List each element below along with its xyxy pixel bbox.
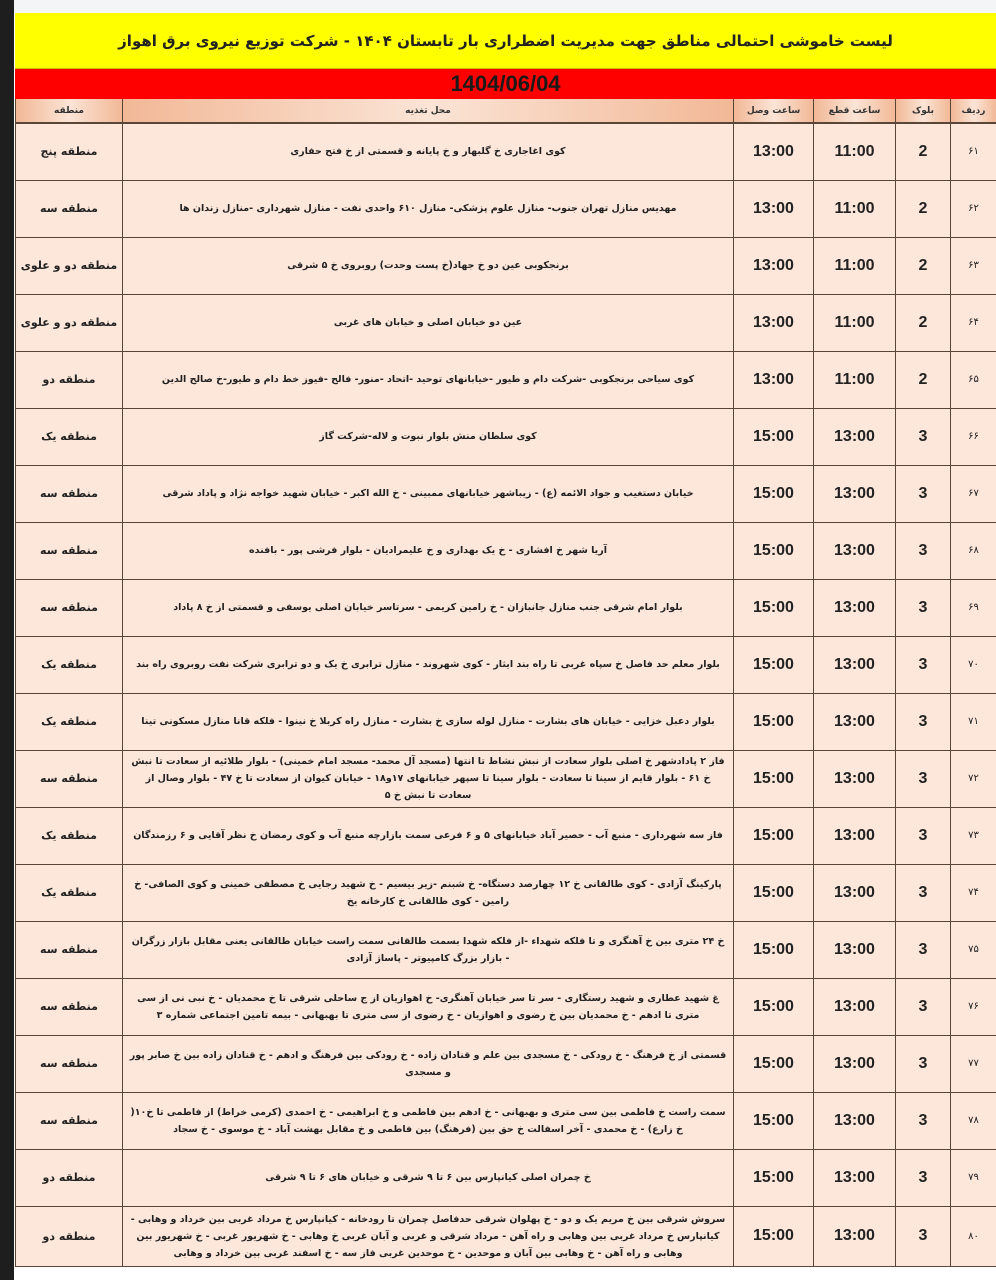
cut-time-cell: 13:00 [814,693,896,750]
block-cell: 2 [896,351,951,408]
block-cell: 3 [896,408,951,465]
table-row [16,522,996,579]
table-row [16,180,996,237]
row-number-cell: ۷۶ [951,978,996,1035]
block-cell: 3 [896,465,951,522]
block-cell: 2 [896,180,951,237]
cut-time-cell: 13:00 [814,465,896,522]
table-header-row [16,99,996,123]
reconnect-time-cell: 15:00 [734,807,814,864]
region-cell: منطقه دو [16,351,123,408]
reconnect-time-cell: 15:00 [734,693,814,750]
cut-time-cell: 13:00 [814,921,896,978]
row-number-cell: ۸۰ [951,1206,996,1266]
region-cell: منطقه سه [16,180,123,237]
block-cell: 3 [896,1092,951,1149]
location-cell: کوی سیاحی برنجکوبی -شرکت دام و طیور -خیابانهای توحید -اتحاد -منور- فالح -فیوز خط دام و طیور-خ صالح الدین [123,351,734,408]
block-cell: 3 [896,1206,951,1266]
cut-time-cell: 13:00 [814,807,896,864]
table-row [16,807,996,864]
region-cell: منطقه دو [16,1206,123,1266]
table-row [16,1092,996,1149]
reconnect-time-cell: 15:00 [734,465,814,522]
location-cell: پارکینگ آزادی - کوی طالقانی خ ۱۲ چهارصد دستگاه- خ شبنم -زیر بیسیم - خ شهید رجایی خ مصطفی خمینی و کوی الصافی- خ رامین - کوی طالقانی خ کارخانه یخ [123,864,734,921]
window-edge [0,0,14,1280]
region-cell: منطقه دو و علوی [16,294,123,351]
reconnect-time-cell: 15:00 [734,408,814,465]
row-number-cell: ۷۷ [951,1035,996,1092]
reconnect-time-cell: 15:00 [734,636,814,693]
region-cell: منطقه یک [16,864,123,921]
location-cell: برنجکوبی عین دو خ جهاد(خ پست وحدت) روبروی خ ۵ شرقی [123,237,734,294]
region-cell: منطقه پنج [16,123,123,180]
table-row [16,465,996,522]
location-cell: سروش شرقی بین خ مریم یک و دو - خ پهلوان شرقی حدفاصل چمران تا رودخانه - کیانپارس خ مرداد غربی بین خرداد و وهابی - کیانپارس خ مرداد غربی بین وهابی و راه آهن - مرداد شرقی و غربی و آبان غربی خ وهابی - خ شهریور غربی - خ شهریور بین وهابی و راه آهن - خ وهابی بین آبان و موحدین - خ موحدین غربی فاز سه - خ اسفند غربی بین خرداد و وهابی [123,1206,734,1266]
location-cell: مهدیس منازل تهران جنوب- منازل علوم پزشکی- منازل ۶۱۰ واحدی نفت - منازل شهرداری -منازل زندان ها [123,180,734,237]
reconnect-time-cell: 15:00 [734,1149,814,1206]
location-cell: کوی اغاجاری خ گلبهار و خ پایانه و قسمتی از خ فتح حفاری [123,123,734,180]
block-cell: 3 [896,807,951,864]
cut-time-cell: 11:00 [814,351,896,408]
reconnect-time-cell: 15:00 [734,750,814,807]
row-number-cell: ۶۳ [951,237,996,294]
block-cell: 2 [896,294,951,351]
block-cell: 3 [896,1149,951,1206]
row-number-cell: ۷۱ [951,693,996,750]
block-cell: 3 [896,978,951,1035]
region-cell: منطقه سه [16,921,123,978]
row-number-cell: ۷۹ [951,1149,996,1206]
table-row [16,579,996,636]
location-cell: کوی سلطان منش بلوار نبوت و لاله-شرکت گاز [123,408,734,465]
table-row [16,636,996,693]
block-cell: 3 [896,750,951,807]
block-cell: 3 [896,693,951,750]
table-row [16,351,996,408]
row-number-cell: ۷۰ [951,636,996,693]
region-cell: منطقه دو [16,1149,123,1206]
region-cell: منطقه سه [16,750,123,807]
region-cell: منطقه یک [16,693,123,750]
table-row [16,1149,996,1206]
row-number-cell: ۶۸ [951,522,996,579]
table-row [16,1035,996,1092]
cut-time-cell: 13:00 [814,750,896,807]
block-cell: 3 [896,636,951,693]
region-cell: منطقه سه [16,978,123,1035]
outage-schedule-sheet [15,13,996,1267]
block-cell: 3 [896,864,951,921]
reconnect-time-cell: 13:00 [734,237,814,294]
cut-time-cell: 11:00 [814,294,896,351]
table-row [16,408,996,465]
region-cell: منطقه سه [16,579,123,636]
location-cell: فاز سه شهرداری - منبع آب - حصیر آباد خیابانهای ۵ و ۶ فرعی سمت بازارچه منبع آب و کوی رمضان خ نظر آقایی و ۶ رزمندگان [123,807,734,864]
cut-time-cell: 13:00 [814,579,896,636]
block-cell: 3 [896,522,951,579]
region-cell: منطقه سه [16,1092,123,1149]
location-cell: بلوار معلم حد فاصل خ سپاه غربی تا راه بند ایثار - کوی شهروند - منازل ترابری خ یک و دو ترابری شرکت نفت روبروی راه بند [123,636,734,693]
header-reconnect-time: ساعت وصل [734,99,814,123]
table-row [16,1206,996,1266]
row-number-cell: ۷۵ [951,921,996,978]
cut-time-cell: 13:00 [814,1149,896,1206]
cut-time-cell: 13:00 [814,522,896,579]
region-cell: منطقه یک [16,408,123,465]
location-cell: خ چمران اصلی کیانپارس بین ۶ تا ۹ شرقی و خیابان های ۶ تا ۹ شرقی [123,1149,734,1206]
cut-time-cell: 13:00 [814,1035,896,1092]
header-row-number: ردیف [951,99,996,123]
location-cell: غ شهید عطاری و شهید رستگاری - سر تا سر خیابان آهنگری- خ اهوازیان از ج ساحلی شرقی تا خ محمدیان - خ نبی نی از سی متری تا ادهم - خ محمدیان بین خ رضوی و اهوازیان - خ رضوی از سی متری تا بهبهانی - بیمه تامین اجتماعی شماره ۳ [123,978,734,1035]
location-cell: قسمتی از خ فرهنگ - خ رودکی - خ مسجدی بین علم و قنادان زاده - خ رودکی بین فرهنگ و ادهم - خ قنادان زاده بین خ صابر پور و مسجدی [123,1035,734,1092]
table-row [16,693,996,750]
region-cell: منطقه یک [16,636,123,693]
reconnect-time-cell: 15:00 [734,921,814,978]
document-title: لیست خاموشی احتمالی مناطق جهت مدیریت اضطراری بار تابستان ۱۴۰۴ - شرکت توزیع نیروی برق اهواز [15,13,996,69]
row-number-cell: ۷۸ [951,1092,996,1149]
row-number-cell: ۶۲ [951,180,996,237]
row-number-cell: ۷۴ [951,864,996,921]
table-row [16,294,996,351]
location-cell: خ ۲۴ متری بین خ آهنگری و تا فلکه شهداء -از فلکه شهدا بسمت طالقانی سمت راست خیابان طالقانی یعنی مقابل بازار زرگران - بازار بزرگ کامپیوتر - پاساژ آزادی [123,921,734,978]
reconnect-time-cell: 13:00 [734,123,814,180]
row-number-cell: ۶۵ [951,351,996,408]
cut-time-cell: 13:00 [814,1092,896,1149]
cut-time-cell: 11:00 [814,237,896,294]
table-row [16,123,996,180]
region-cell: منطقه سه [16,465,123,522]
block-cell: 3 [896,921,951,978]
region-cell: منطقه یک [16,807,123,864]
reconnect-time-cell: 15:00 [734,1206,814,1266]
cut-time-cell: 13:00 [814,408,896,465]
row-number-cell: ۷۳ [951,807,996,864]
cut-time-cell: 13:00 [814,864,896,921]
region-cell: منطقه سه [16,522,123,579]
row-number-cell: ۶۹ [951,579,996,636]
cut-time-cell: 11:00 [814,123,896,180]
region-cell: منطقه دو و علوی [16,237,123,294]
cut-time-cell: 11:00 [814,180,896,237]
reconnect-time-cell: 13:00 [734,351,814,408]
reconnect-time-cell: 15:00 [734,978,814,1035]
location-cell: آریا شهر خ افشاری - خ یک بهداری و خ علیمرادیان - بلوار فرشی پور - بافنده [123,522,734,579]
header-block: بلوک [896,99,951,123]
outage-table [15,99,996,1267]
cut-time-cell: 13:00 [814,978,896,1035]
location-cell: عین دو خیابان اصلی و خیابان های غربی [123,294,734,351]
reconnect-time-cell: 15:00 [734,864,814,921]
reconnect-time-cell: 13:00 [734,294,814,351]
row-number-cell: ۶۷ [951,465,996,522]
reconnect-time-cell: 15:00 [734,579,814,636]
cut-time-cell: 13:00 [814,636,896,693]
reconnect-time-cell: 15:00 [734,1092,814,1149]
block-cell: 3 [896,1035,951,1092]
header-location: محل تغذیه [123,99,734,123]
location-cell: بلوار امام شرقی جنب منازل جانبازان - خ رامین کریمی - سرتاسر خیابان اصلی یوسفی و قسمتی از خ ۸ پاداد [123,579,734,636]
table-row [16,978,996,1035]
row-number-cell: ۶۴ [951,294,996,351]
row-number-cell: ۶۱ [951,123,996,180]
reconnect-time-cell: 15:00 [734,1035,814,1092]
block-cell: 2 [896,237,951,294]
location-cell: فاز ۲ پادادشهر خ اصلی بلوار سعادت از نبش نشاط تا انتها (مسجد آل محمد- مسجد امام خمینی) - بلوار طلائیه از سعادت تا نبش خ ۶۱ - بلوار قایم از سینا تا سعادت - بلوار سینا تا سپهر خیابانهای ۱۷و۱۸ - خیابان کیوان از سعادت تا خ ۴۷ - بلوار وصال از سعادت تا نبش خ ۵ [123,750,734,807]
top-margin [14,0,996,13]
block-cell: 3 [896,579,951,636]
block-cell: 2 [896,123,951,180]
location-cell: بلوار دعبل خزایی - خیابان های بشارت - منازل لوله سازی خ بشارت - منازل راه کربلا خ نینوا - فلکه قانا منازل مسکونی تینا [123,693,734,750]
reconnect-time-cell: 15:00 [734,522,814,579]
location-cell: خیابان دستغیب و جواد الائمه (ع) - زیباشهر خیابانهای ممبینی - خ الله اکبر - خیابان شهید خواجه نژاد و پاداد شرقی [123,465,734,522]
table-row [16,864,996,921]
header-region: منطقه [16,99,123,123]
header-cut-time: ساعت قطع [814,99,896,123]
table-row [16,921,996,978]
schedule-date: 1404/06/04 [15,69,996,99]
table-row [16,237,996,294]
row-number-cell: ۷۲ [951,750,996,807]
cut-time-cell: 13:00 [814,1206,896,1266]
region-cell: منطقه سه [16,1035,123,1092]
table-row [16,750,996,807]
location-cell: سمت راست خ فاطمی بین سی متری و بهبهانی - خ ادهم بین فاطمی و خ ابراهیمی - خ احمدی (کرمی خراط) از فاطمی تا خ۱۰( خ زارع) - خ محمدی - آخر اسفالت خ حق بین (فرهنگ) بین فاطمی و خ مقابل بهشت آباد - خ موسوی - خ سجاد [123,1092,734,1149]
reconnect-time-cell: 13:00 [734,180,814,237]
row-number-cell: ۶۶ [951,408,996,465]
